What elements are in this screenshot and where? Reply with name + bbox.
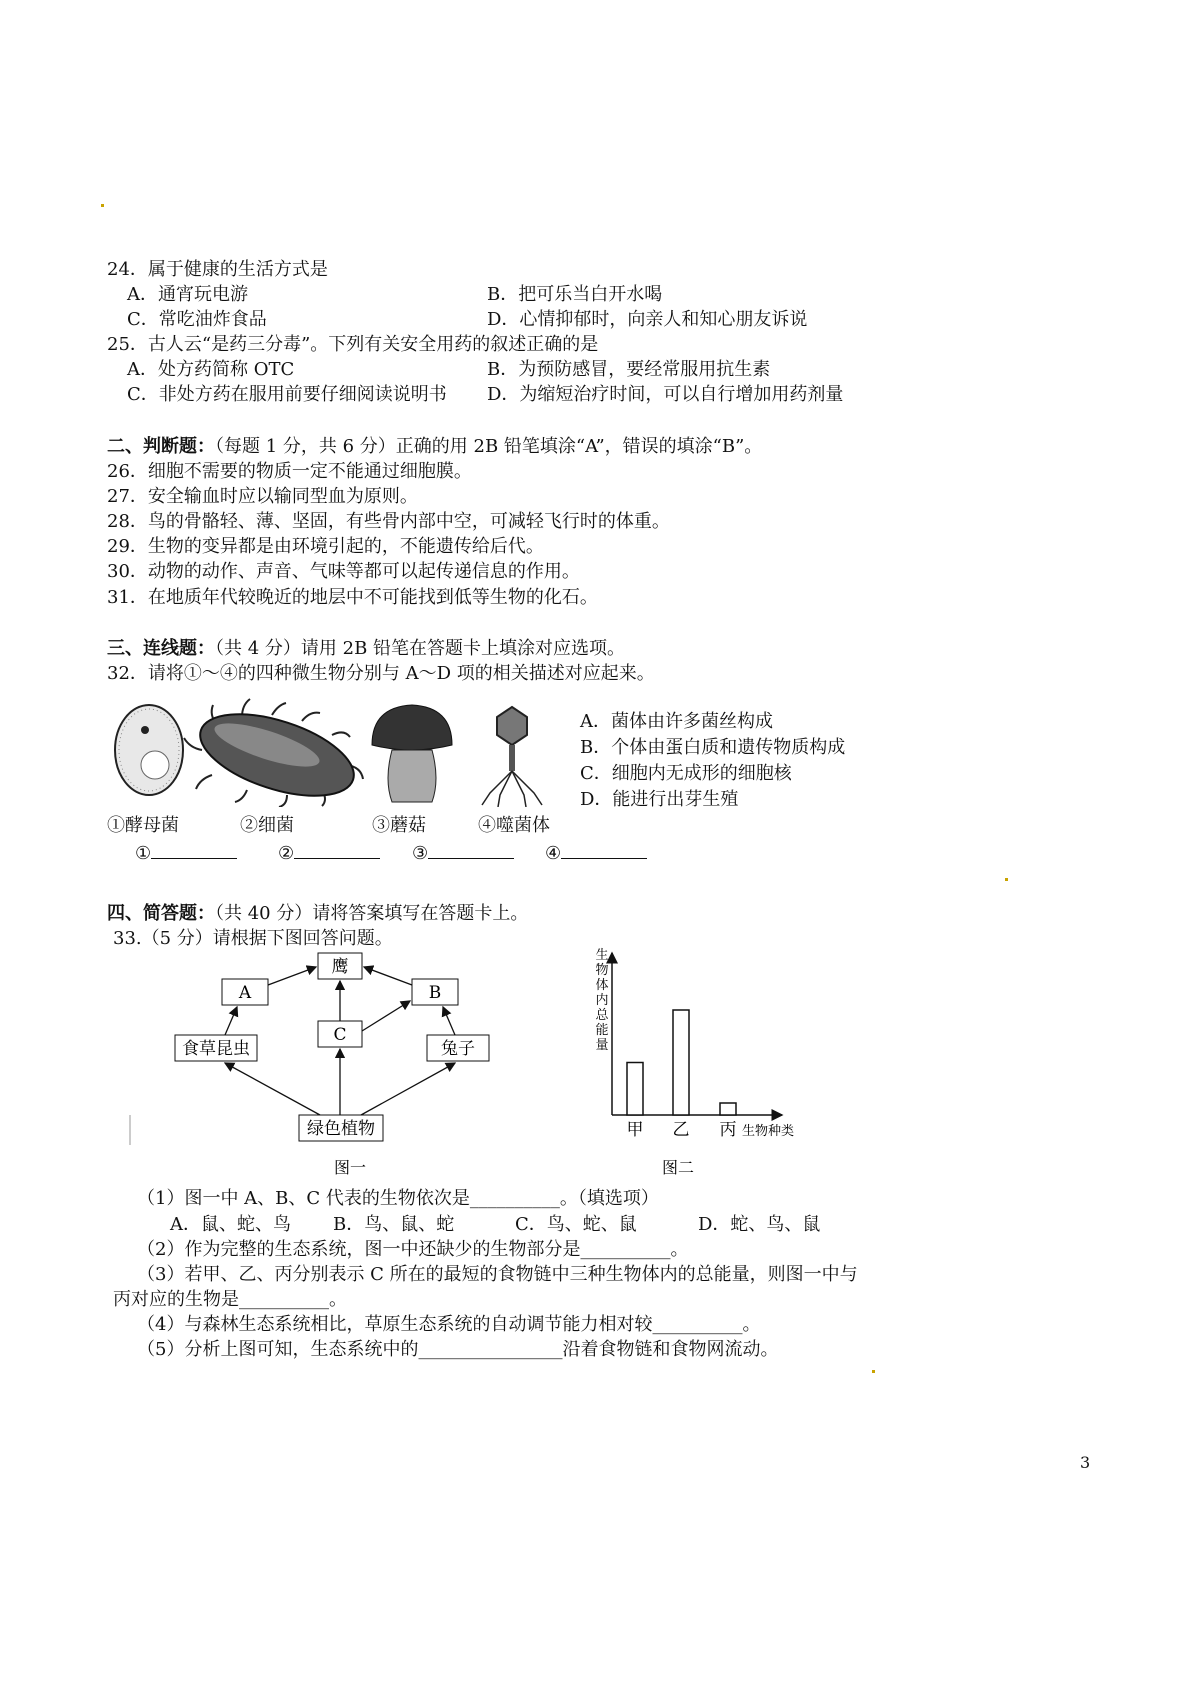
q33-sub1: （1）图一中 A、B、C 代表的生物依次是__________。（填选项） xyxy=(137,1188,659,1209)
energy-bar-chart xyxy=(590,945,820,1185)
q24-stem: 24．属于健康的生活方式是 xyxy=(107,259,328,280)
mushroom-image xyxy=(372,705,452,802)
q25-option-d: D．为缩短治疗时间，可以自行增加用药剂量 xyxy=(487,384,844,405)
judge-item: 29．生物的变异都是由环境引起的，不能遗传给后代。 xyxy=(107,536,544,557)
category-label: 乙 xyxy=(672,1120,690,1140)
microbe-label-phage: ④噬菌体 xyxy=(478,815,550,836)
category-label: 丙 xyxy=(719,1120,737,1140)
answer-blank-4[interactable] xyxy=(545,840,647,866)
node-rabbit: 兔子 xyxy=(441,1039,475,1059)
blank-label: ③ xyxy=(412,843,429,864)
blank-label: ① xyxy=(135,843,152,864)
decor-dot xyxy=(101,204,104,207)
food-web-diagram xyxy=(125,945,525,1185)
bar-甲 xyxy=(627,1063,643,1116)
bar-乙 xyxy=(673,1010,689,1115)
section4-heading xyxy=(107,902,528,926)
q25-option-c: C．非处方药在服用前要仔细阅读说明书 xyxy=(127,384,447,405)
q33-stem: 33.（5 分）请根据下图回答问题。 xyxy=(113,928,393,949)
section3-title: 三、连线题： xyxy=(107,638,215,659)
y-axis-label-char: 内 xyxy=(595,993,609,1008)
y-axis-label-char: 量 xyxy=(595,1038,609,1053)
q33-sub3-line1: （3）若甲、乙、丙分别表示 C 所在的最短的食物链中三种生物体内的总能量，则图一中与 xyxy=(137,1264,858,1285)
q33-sub1-option-a: A．鼠、蛇、鸟 xyxy=(170,1214,291,1235)
section2-title: 二、判断题： xyxy=(107,436,215,457)
node-a: A xyxy=(238,983,252,1003)
y-axis-label-char: 体 xyxy=(595,978,609,993)
section4-instruction: （共 40 分）请将答案填写在答题卡上。 xyxy=(215,903,529,924)
q33-sub3-line2: 丙对应的生物是__________。 xyxy=(113,1289,347,1310)
node-eagle: 鹰 xyxy=(331,957,349,977)
q25-option-a: A．处方药简称 OTC xyxy=(127,359,295,380)
q33-sub1-option-b: B．鸟、鼠、蛇 xyxy=(333,1214,455,1235)
node-plant: 绿色植物 xyxy=(307,1119,375,1139)
judge-item: 26．细胞不需要的物质一定不能通过细胞膜。 xyxy=(107,461,472,482)
bacteriophage-image xyxy=(482,707,542,807)
judge-item: 31．在地质年代较晚近的地层中不可能找到低等生物的化石。 xyxy=(107,587,598,608)
q25-option-b: B．为预防感冒，要经常服用抗生素 xyxy=(487,359,771,380)
yeast-cell-image xyxy=(115,705,183,795)
section4-title: 四、简答题： xyxy=(107,903,215,924)
desc-b: B．个体由蛋白质和遗传物质构成 xyxy=(580,737,846,758)
desc-c: C．细胞内无成形的细胞核 xyxy=(580,763,792,784)
q33-sub5: （5）分析上图可知，生态系统中的________________沿着食物链和食物网流动。 xyxy=(137,1339,779,1360)
judge-item: 30．动物的动作、声音、气味等都可以起传递信息的作用。 xyxy=(107,561,580,582)
decor-dot xyxy=(872,1370,875,1373)
q32-stem: 32．请将①～④的四种微生物分别与 A～D 项的相关描述对应起来。 xyxy=(107,663,655,684)
section2-heading xyxy=(107,435,762,459)
y-axis-label-char: 能 xyxy=(595,1023,609,1038)
q24-option-d: D．心情抑郁时，向亲人和知心朋友诉说 xyxy=(487,309,808,330)
answer-blank-1[interactable] xyxy=(135,840,237,866)
desc-d: D．能进行出芽生殖 xyxy=(580,789,739,810)
judge-item: 27．安全输血时应以输同型血为原则。 xyxy=(107,486,418,507)
figure2-caption: 图二 xyxy=(661,1158,695,1177)
q24-option-b: B．把可乐当白开水喝 xyxy=(487,284,663,305)
x-axis-label: 生物种类 xyxy=(742,1124,795,1139)
answer-blank-3[interactable] xyxy=(412,840,514,866)
q24-option-a: A．通宵玩电游 xyxy=(127,284,248,305)
blank-label: ② xyxy=(278,843,295,864)
node-c: C xyxy=(333,1025,347,1045)
node-insect: 食草昆虫 xyxy=(182,1039,250,1059)
bacterium-image xyxy=(184,698,364,807)
page-number: 3 xyxy=(1080,1453,1091,1472)
category-label: 甲 xyxy=(626,1120,644,1140)
q33-sub1-option-c: C．鸟、蛇、鼠 xyxy=(515,1214,637,1235)
y-axis-label-char: 生 xyxy=(595,948,609,963)
microbe-label-bacteria: ②细菌 xyxy=(240,815,294,836)
section2-instruction: （每题 1 分，共 6 分）正确的用 2B 铅笔填涂“A”，错误的填涂“B”。 xyxy=(215,436,763,457)
microbe-label-yeast: ①酵母菌 xyxy=(107,815,179,836)
section3-heading xyxy=(107,637,625,661)
node-b: B xyxy=(428,983,442,1003)
bar-丙 xyxy=(720,1103,736,1115)
section3-instruction: （共 4 分）请用 2B 铅笔在答题卡上填涂对应选项。 xyxy=(215,638,626,659)
blank-label: ④ xyxy=(545,843,562,864)
q25-stem: 25．古人云“是药三分毒”。下列有关安全用药的叙述正确的是 xyxy=(107,334,599,355)
y-axis-label-char: 物 xyxy=(595,963,609,978)
q33-sub1-option-d: D．蛇、鸟、鼠 xyxy=(698,1214,821,1235)
q33-sub4: （4）与森林生态系统相比，草原生态系统的自动调节能力相对较__________。 xyxy=(137,1314,761,1335)
judge-item: 28．鸟的骨骼轻、薄、坚固，有些骨内部中空，可减轻飞行时的体重。 xyxy=(107,511,670,532)
microbe-illustrations xyxy=(107,695,567,807)
q33-sub2: （2）作为完整的生态系统，图一中还缺少的生物部分是__________。 xyxy=(137,1239,689,1260)
figure1-caption: 图一 xyxy=(333,1158,367,1177)
y-axis-label-char: 总 xyxy=(595,1008,609,1023)
microbe-label-mushroom: ③蘑菇 xyxy=(372,815,426,836)
answer-blank-2[interactable] xyxy=(278,840,380,866)
decor-dot xyxy=(1005,878,1008,881)
desc-a: A．菌体由许多菌丝构成 xyxy=(580,711,773,732)
q24-option-c: C．常吃油炸食品 xyxy=(127,309,267,330)
